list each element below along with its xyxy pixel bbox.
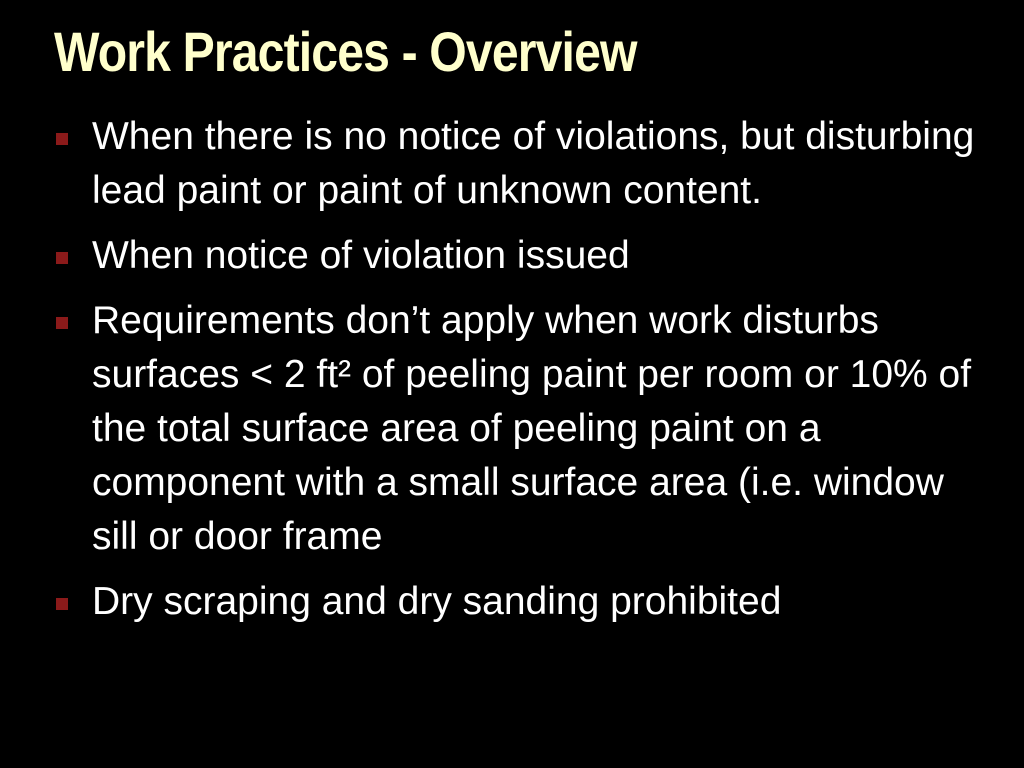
square-bullet-icon <box>56 598 68 610</box>
bullet-item <box>54 229 984 283</box>
bullet-item <box>54 110 984 218</box>
bullet-text: When notice of violation issued <box>92 234 630 277</box>
square-bullet-icon <box>56 317 68 329</box>
bullet-list <box>54 110 984 640</box>
square-bullet-icon <box>56 133 68 145</box>
bullet-item <box>54 294 984 564</box>
bullet-text: Dry scraping and dry sanding prohibited <box>92 580 782 623</box>
bullet-text: When there is no notice of violations, but disturbing lead paint or paint of unknown content. <box>92 115 975 212</box>
bullet-item <box>54 575 984 629</box>
bullet-text: Requirements don’t apply when work disturbs surfaces < 2 ft² of peeling paint per room or 10% of the total surface area of peeling paint on a component with a small surface area (i.e. window sill or door frame <box>92 299 972 558</box>
square-bullet-icon <box>56 252 68 264</box>
slide-title: Work Practices - Overview <box>54 20 637 83</box>
